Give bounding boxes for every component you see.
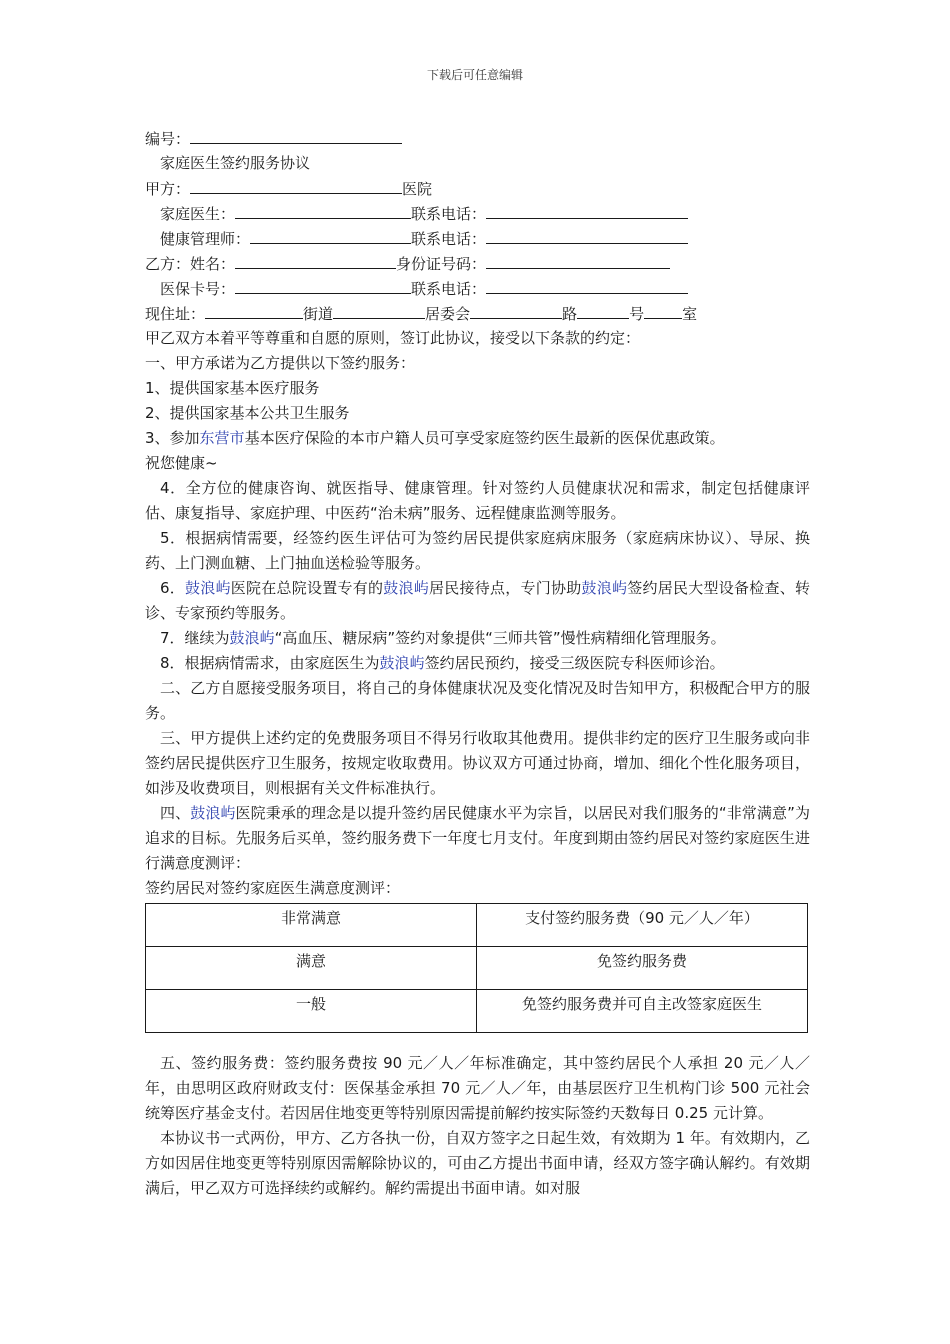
doctor-phone-blank [486, 201, 688, 219]
service-item-7 [145, 626, 810, 651]
id-label: 身份证号码： [396, 255, 487, 273]
phone-label: 联系电话： [411, 205, 487, 223]
section-1-title: 一、甲方承诺为乙方提供以下签约服务： [145, 354, 416, 372]
service-item-1: 1、提供国家基本医疗服务 [145, 379, 320, 397]
party-b-label: 乙方：姓名： [145, 255, 236, 273]
table-row [146, 990, 808, 1033]
health-manager-label: 健康管理师： [160, 230, 251, 248]
final-clause [145, 1126, 810, 1201]
phone-label: 联系电话： [411, 230, 487, 248]
item8-text-b: 签约居民预约，接受三级医院专科医师诊治。 [424, 654, 725, 672]
service-item-6 [145, 576, 810, 626]
item6-text-c: 居民接待点，专门协助 [429, 579, 582, 597]
family-doctor-blank [235, 201, 411, 219]
party-b-line [145, 251, 810, 276]
section-4 [145, 801, 810, 876]
download-note: 下载后可任意编辑 [426, 68, 523, 82]
road-label: 路 [562, 305, 578, 323]
service-item-3 [145, 426, 810, 451]
island-link: 鼓浪屿 [379, 654, 425, 672]
item3-text-b: 基本医疗保险的本市户籍人员可享受家庭签约医生最新的医保优惠政策。 [244, 429, 725, 447]
id-blank [486, 251, 670, 269]
hospital-blank [190, 176, 402, 194]
island-link: 鼓浪屿 [383, 579, 430, 597]
satisfaction-level: 非常满意 [146, 904, 477, 947]
section-3-text: 三、甲方提供上述约定的免费服务项目不得另行收取其他费用。提供非约定的医疗卫生服务或向非签约居民提供医疗卫生服务，按规定收取费用。协议双方可通过协商，增加、细化个性化服务项目，如涉及收费项目，则根据有关文件标准执行。 [145, 729, 810, 797]
address-line [145, 301, 810, 326]
street-blank [333, 301, 425, 319]
party-a-line [145, 176, 810, 201]
insurance-blank [235, 276, 411, 294]
item7-text-a: 7．继续为 [160, 629, 230, 647]
agreement-document [145, 126, 810, 1201]
road-blank [577, 301, 629, 319]
item3-text-a: 3、参加 [145, 429, 200, 447]
service-item-5 [145, 526, 810, 576]
insurance-line [145, 276, 810, 301]
table-row [146, 904, 808, 947]
health-manager-line [145, 226, 810, 251]
address-label: 现住址： [145, 305, 206, 323]
party-a-label: 甲方： [145, 180, 191, 198]
table-caption: 签约居民对签约家庭医生满意度测评： [145, 879, 401, 897]
section-3 [145, 726, 810, 801]
house-number-label: 号 [629, 305, 645, 323]
section-4-text-a: 四、 [160, 804, 191, 822]
section-4-text-b: 医院秉承的理念是以提升签约居民健康水平为宗旨，以居民对我们服务的“非常满意”为追求的目标。先服务后买单，签约服务费下一年度七月支付。年度到期由签约居民对签约家庭医生进行满意度测评： [145, 804, 810, 872]
street-label: 街道 [303, 305, 334, 323]
intro-text: 甲乙双方本着平等尊重和自愿的原则，签订此协议，接受以下条款的约定： [145, 329, 641, 347]
number-label: 编号： [145, 130, 191, 148]
hospital-suffix: 医院 [402, 180, 433, 198]
health-manager-blank [250, 226, 411, 244]
section-2-text: 二、乙方自愿接受服务项目，将自己的身体健康状况及变化情况及时告知甲方，积极配合甲方的服务。 [145, 679, 810, 722]
name-blank [235, 251, 396, 269]
family-doctor-label: 家庭医生： [160, 205, 236, 223]
number-line [145, 126, 810, 151]
family-doctor-line [145, 201, 810, 226]
final-clause-text: 本协议书一式两份，甲方、乙方各执一份，自双方签字之日起生效，有效期为 1 年。有效期内，乙方如因居住地变更等特别原因需解除协议的，可由乙方提出书面申请，经双方签字确认解约。有效期满后，甲乙双方可选择续约或解约。解约需提出书面申请。如对服 [145, 1129, 810, 1197]
number-blank-2 [644, 301, 682, 319]
insurance-label: 医保卡号： [160, 280, 236, 298]
section-5-text: 五、签约服务费：签约服务费按 90 元／人／年标准确定，其中签约居民个人承担 20 元／人／年，由思明区政府财政支付：医保基金承担 70 元／人／年，由基层医疗卫生机构门诊 500 元社会统筹医疗基金支付。若因居住地变更等特别原因需提前解约按实际签约天数每日 0.25 元计算。 [145, 1054, 810, 1122]
satisfaction-table [145, 903, 808, 1033]
satisfaction-result: 支付签约服务费（90 元／人／年） [477, 904, 808, 947]
section-5 [145, 1051, 810, 1126]
wish-text: 祝您健康~ [145, 454, 218, 472]
satisfaction-level: 满意 [146, 947, 477, 990]
manager-phone-blank [486, 226, 688, 244]
island-link: 鼓浪屿 [229, 629, 275, 647]
island-link: 鼓浪屿 [185, 579, 231, 597]
committee-blank [470, 301, 562, 319]
service-item-8 [145, 651, 810, 676]
satisfaction-result: 免签约服务费并可自主改签家庭医生 [477, 990, 808, 1033]
service-item-2: 2、提供国家基本公共卫生服务 [145, 404, 350, 422]
party-b-phone-blank [486, 276, 688, 294]
city-link: 东营市 [199, 429, 245, 447]
item8-text-a: 8．根据病情需求，由家庭医生为 [160, 654, 380, 672]
phone-label: 联系电话： [411, 280, 487, 298]
room-label: 室 [682, 305, 698, 323]
island-link: 鼓浪屿 [190, 804, 236, 822]
table-row [146, 947, 808, 990]
item6-text-b: 医院在总院设置专有的 [230, 579, 384, 597]
section-2 [145, 676, 810, 726]
satisfaction-level: 一般 [146, 990, 477, 1033]
item4-text: 4．全方位的健康咨询、就医指导、健康管理。针对签约人员健康状况和需求，制定包括健康评估、康复指导、家庭护理、中医药“治未病”服务、远程健康监测等服务。 [145, 479, 810, 522]
committee-label: 居委会 [425, 305, 471, 323]
doc-title: 家庭医生签约服务协议 [160, 154, 311, 172]
number-blank [190, 126, 402, 144]
item7-text-b: “高血压、糖尿病”签约对象提供“三师共管”慢性病精细化管理服务。 [274, 629, 726, 647]
address-blank [205, 301, 303, 319]
item5-text: 5．根据病情需要，经签约医生评估可为签约居民提供家庭病床服务（家庭病床协议）、导尿、换药、上门测血糖、上门抽血送检验等服务。 [145, 529, 810, 572]
service-item-4 [145, 476, 810, 526]
satisfaction-result: 免签约服务费 [477, 947, 808, 990]
item6-text-a: 6． [160, 579, 186, 597]
item6-text-d: 签约居民大型设备检查、转诊、专家预约等服务。 [145, 579, 810, 622]
island-link: 鼓浪屿 [581, 579, 628, 597]
